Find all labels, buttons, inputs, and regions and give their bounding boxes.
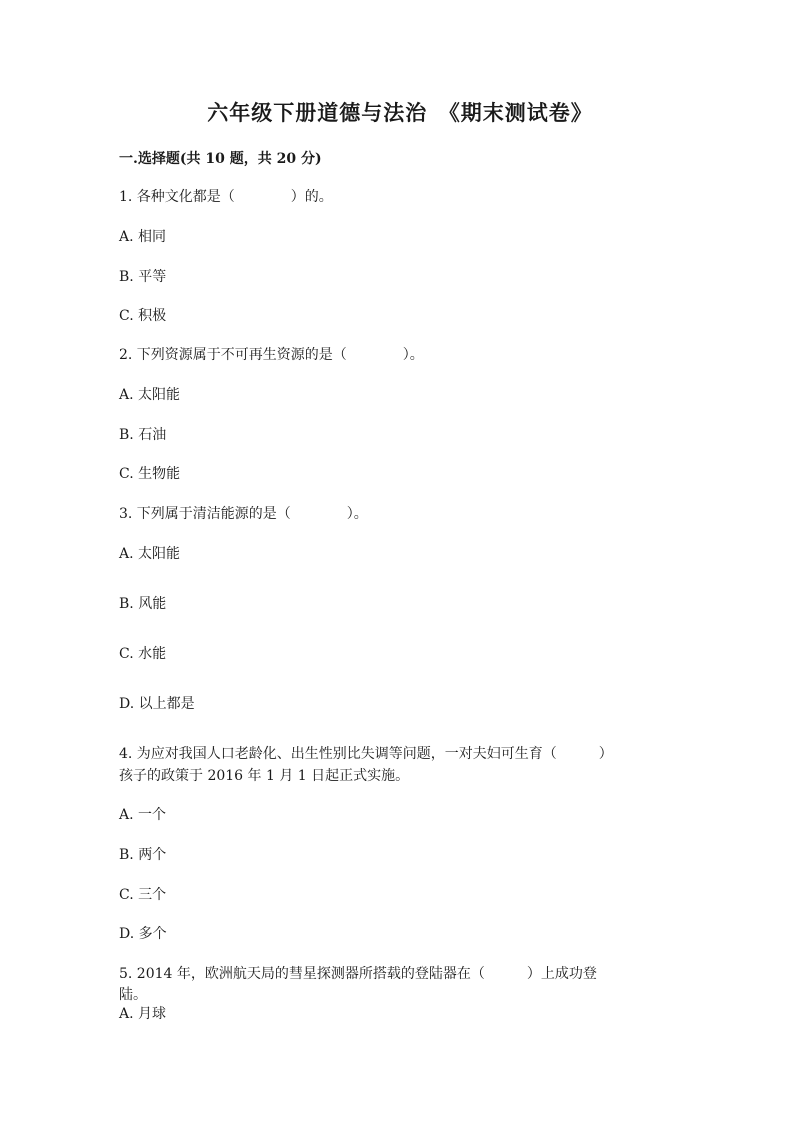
question-4-option-c: C. 三个 [119, 887, 167, 903]
question-1-stem: 1. 各种文化都是（ ）的。 [119, 189, 333, 205]
question-5-stem-line-1: 5. 2014 年，欧洲航天局的彗星探测器所搭载的登陆器在（ ）上成功登 [119, 966, 597, 982]
question-2-option-c: C. 生物能 [119, 466, 181, 482]
question-3-option-d: D. 以上都是 [119, 696, 195, 712]
question-5-option-a: A. 月球 [119, 1006, 167, 1022]
question-2-option-b: B. 石油 [119, 427, 167, 443]
question-3-option-b: B. 风能 [119, 596, 167, 612]
question-3-option-a: A. 太阳能 [119, 546, 181, 562]
question-3-stem: 3. 下列属于清洁能源的是（ ）。 [119, 506, 368, 522]
question-4-option-b: B. 两个 [119, 847, 167, 863]
page-title: 六年级下册道德与法治 《期末测试卷》 [207, 100, 593, 125]
question-4-option-a: A. 一个 [119, 807, 167, 823]
question-4-stem-line-2: 孩子的政策于 2016 年 1 月 1 日起正式实施。 [119, 768, 410, 784]
question-1-option-c: C. 积极 [119, 308, 167, 324]
question-4-stem-line-1: 4. 为应对我国人口老龄化、出生性别比失调等问题，一对夫妇可生育（ ） [119, 746, 613, 762]
question-3-option-c: C. 水能 [119, 646, 167, 662]
question-5-stem-line-2: 陆。 [119, 987, 147, 1003]
question-2-option-a: A. 太阳能 [119, 387, 181, 403]
section-heading: 一.选择题(共 10 题，共 20 分) [119, 151, 322, 167]
question-4-option-d: D. 多个 [119, 926, 167, 942]
question-2-stem: 2. 下列资源属于不可再生资源的是（ ）。 [119, 347, 424, 363]
question-1-option-b: B. 平等 [119, 269, 167, 285]
question-1-option-a: A. 相同 [119, 229, 167, 245]
